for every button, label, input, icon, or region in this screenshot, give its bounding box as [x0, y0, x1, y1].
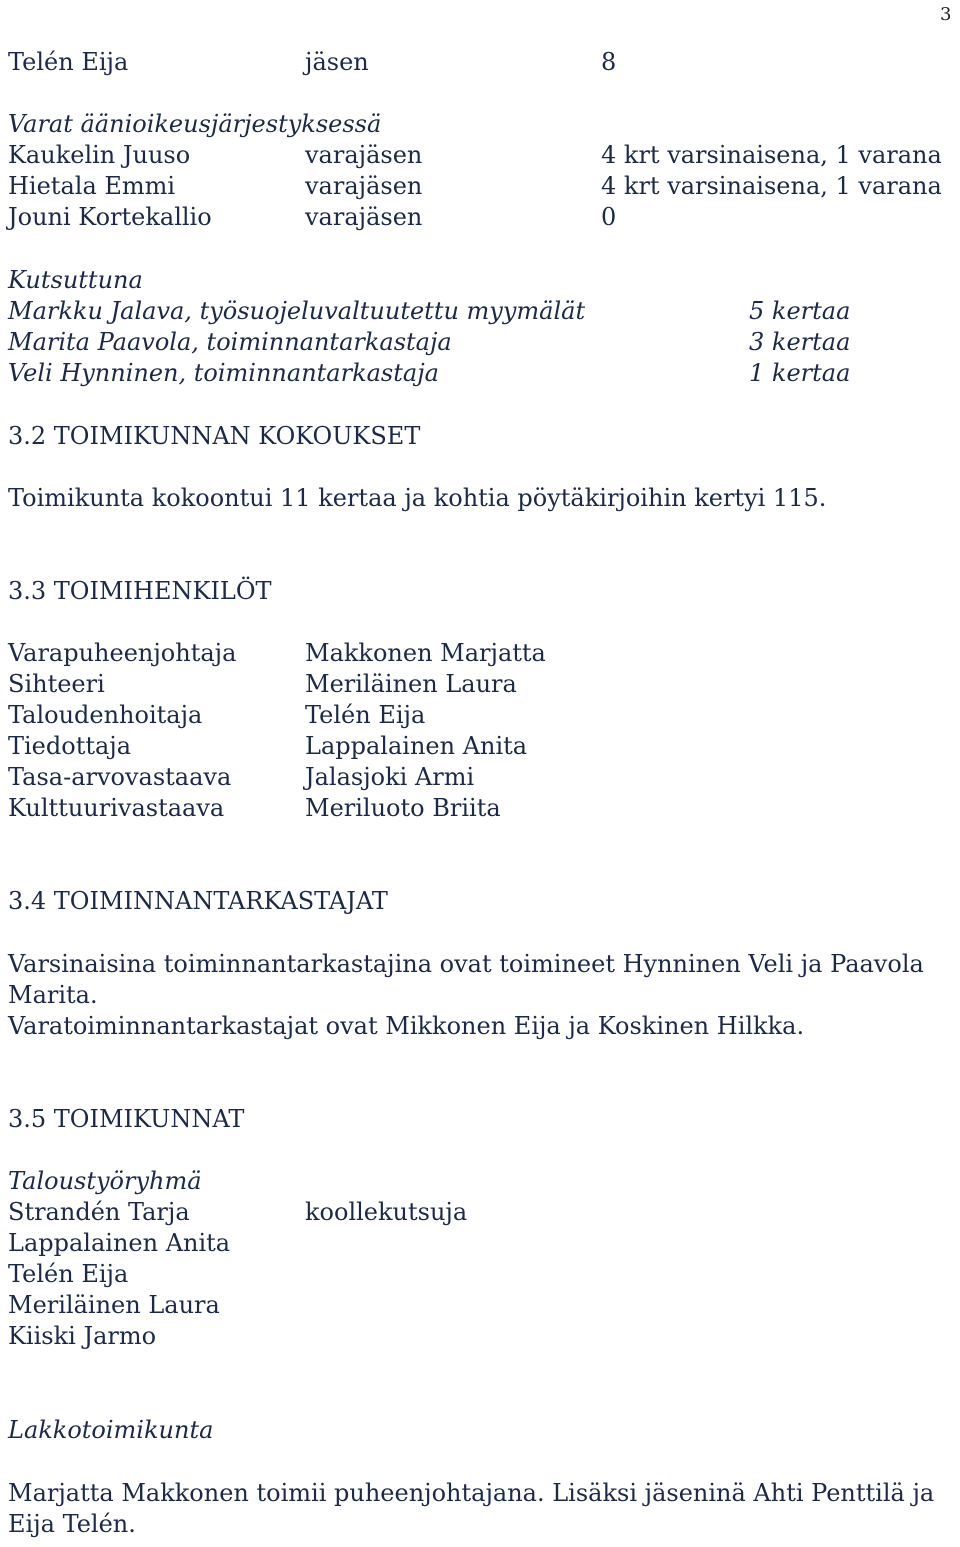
- section-3-5-heading: 3.5 TOIMIKUNNAT: [8, 1105, 245, 1133]
- deputy-name: Hietala Emmi: [8, 172, 176, 200]
- deputy-name: Jouni Kortekallio: [8, 203, 212, 231]
- group-text: Marjatta Makkonen toimii puheenjohtajana. Lisäksi jäseninä Ahti Penttilä ja: [8, 1479, 935, 1507]
- group-member: Strandén Tarja: [8, 1198, 190, 1226]
- officer-name: Meriläinen Laura: [305, 670, 517, 698]
- officer-role: Tasa-arvovastaava: [8, 763, 232, 791]
- deputy-note: 0: [601, 203, 617, 231]
- group-member: Telén Eija: [8, 1260, 129, 1288]
- group-member-note: koollekutsuja: [305, 1198, 468, 1226]
- officer-role: Taloudenhoitaja: [8, 701, 203, 729]
- deputy-role: varajäsen: [305, 172, 423, 200]
- officer-name: Makkonen Marjatta: [305, 639, 546, 667]
- officer-name: Jalasjoki Armi: [305, 763, 475, 791]
- officer-name: Meriluoto Briita: [305, 794, 501, 822]
- group-member: Kiiski Jarmo: [8, 1322, 157, 1350]
- section-3-4-line: Varatoiminnantarkastajat ovat Mikkonen Eija ja Koskinen Hilkka.: [8, 1012, 805, 1040]
- member-role: jäsen: [305, 48, 369, 76]
- group-member: Meriläinen Laura: [8, 1291, 220, 1319]
- deputy-note: 4 krt varsinaisena, 1 varana: [601, 141, 942, 169]
- invited-count: 5 kertaa: [749, 297, 851, 325]
- section-3-2-heading: 3.2 TOIMIKUNNAN KOKOUKSET: [8, 422, 421, 450]
- invited-count: 3 kertaa: [749, 328, 851, 356]
- invited-person: Marita Paavola, toiminnantarkastaja: [8, 328, 452, 356]
- deputies-heading: Varat äänioikeusjärjestyksessä: [8, 110, 382, 138]
- group-member: Lappalainen Anita: [8, 1229, 231, 1257]
- deputy-name: Kaukelin Juuso: [8, 141, 191, 169]
- section-3-4-line: Varsinaisina toiminnantarkastajina ovat toimineet Hynninen Veli ja Paavola: [8, 950, 924, 978]
- deputy-note: 4 krt varsinaisena, 1 varana: [601, 172, 942, 200]
- section-3-3-heading: 3.3 TOIMIHENKILÖT: [8, 577, 272, 605]
- invited-person: Veli Hynninen, toiminnantarkastaja: [8, 359, 439, 387]
- section-3-4-heading: 3.4 TOIMINNANTARKASTAJAT: [8, 887, 388, 915]
- invited-person: Markku Jalava, työsuojeluvaltuutettu myymälät: [8, 297, 586, 325]
- section-3-2-text: Toimikunta kokoontui 11 kertaa ja kohtia pöytäkirjoihin kertyi 115.: [8, 484, 827, 512]
- invited-heading: Kutsuttuna: [8, 266, 143, 294]
- invited-count: 1 kertaa: [749, 359, 851, 387]
- section-3-4-line: Marita.: [8, 981, 98, 1009]
- group-title: Taloustyöryhmä: [8, 1167, 202, 1195]
- member-count: 8: [601, 48, 617, 76]
- group-title: Lakkotoimikunta: [8, 1416, 214, 1444]
- officer-name: Telén Eija: [305, 701, 426, 729]
- page-number: 3: [940, 4, 952, 25]
- deputy-role: varajäsen: [305, 141, 423, 169]
- deputy-role: varajäsen: [305, 203, 423, 231]
- officer-name: Lappalainen Anita: [305, 732, 528, 760]
- group-text: Eija Telén.: [8, 1510, 136, 1538]
- officer-role: Sihteeri: [8, 670, 105, 698]
- member-name: Telén Eija: [8, 48, 129, 76]
- officer-role: Varapuheenjohtaja: [8, 639, 237, 667]
- officer-role: Kulttuurivastaava: [8, 794, 225, 822]
- officer-role: Tiedottaja: [8, 732, 132, 760]
